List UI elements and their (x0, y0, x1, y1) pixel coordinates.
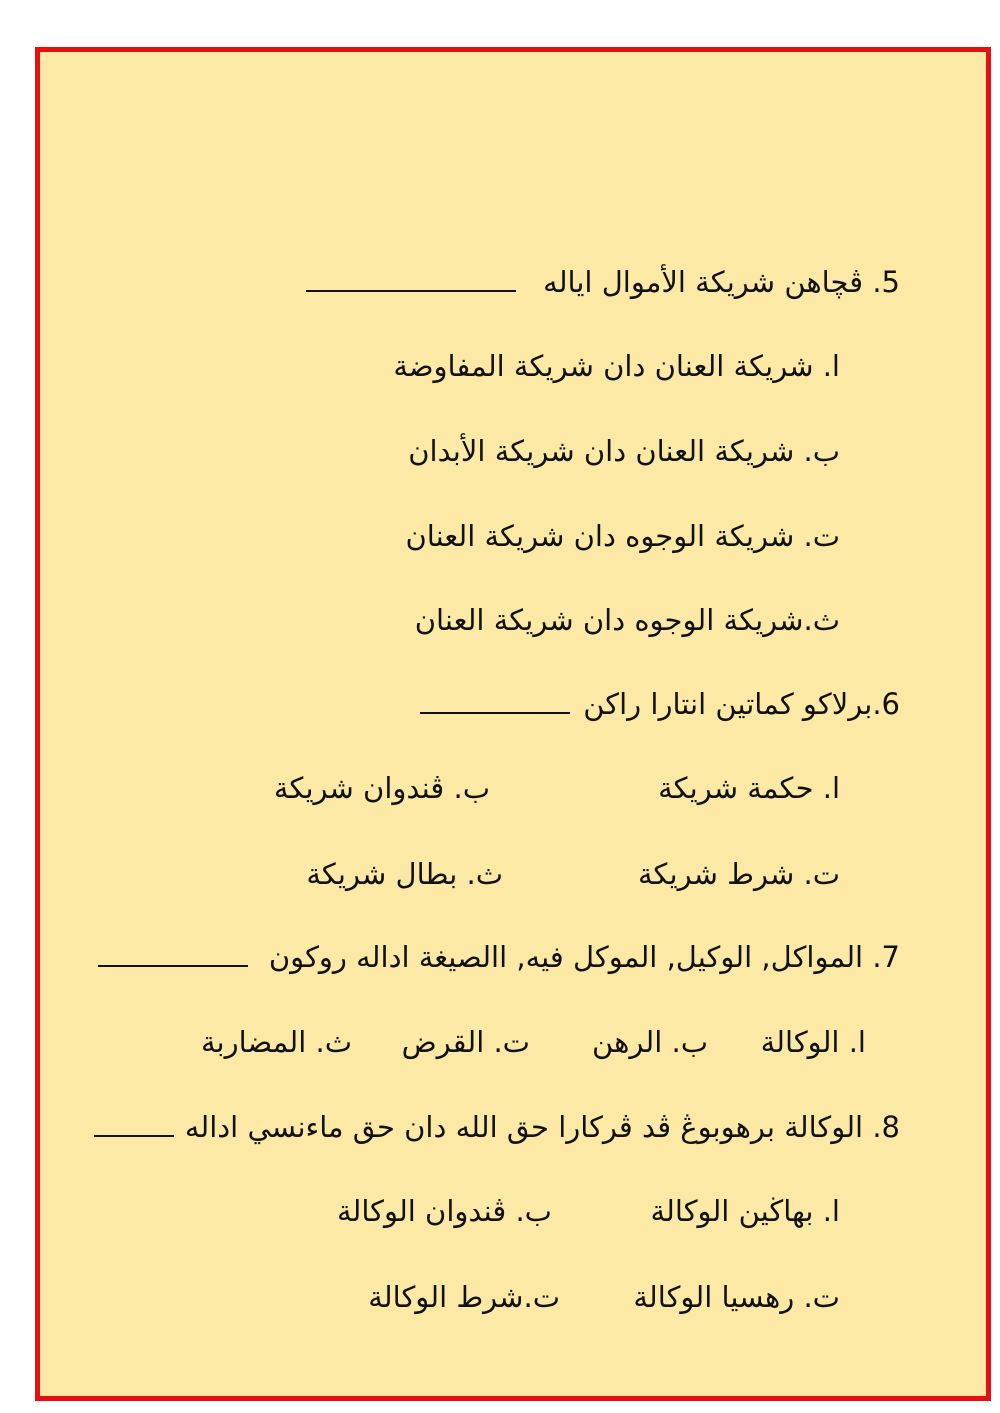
option-d[interactable]: ث. المضاربة (200, 1025, 352, 1059)
question-5 (306, 262, 900, 302)
answer-blank[interactable] (420, 686, 570, 714)
question-7 (98, 937, 900, 977)
question-stem: 5. ڤچاهن شريكة الأموال اياله (543, 265, 900, 299)
option-a[interactable]: ا. بهاڬين الوكالة (650, 1194, 840, 1228)
option-c[interactable]: ت. شرط شريكة (637, 857, 840, 891)
option-c[interactable]: ت. القرض (401, 1025, 530, 1059)
option-b[interactable]: ب. ڤندوان الوكالة (336, 1194, 552, 1228)
option-a[interactable]: ا. حكمة شريكة (658, 771, 840, 805)
option-a[interactable]: ا. شريكة العنان دان شريكة المفاوضة (393, 349, 840, 383)
option-b[interactable]: ب. الرهن (592, 1025, 708, 1059)
option-d[interactable]: ت.شرط الوكالة (368, 1280, 560, 1314)
option-d[interactable]: ث.شريكة الوجوه دان شريكة العنان (414, 603, 840, 637)
option-b[interactable]: ب. ڤندوان شريكة (273, 771, 490, 805)
option-c[interactable]: ت. رهسيا الوكالة (633, 1280, 840, 1314)
option-c[interactable]: ت. شريكة الوجوه دان شريكة العنان (405, 519, 840, 553)
answer-blank[interactable] (94, 1109, 174, 1137)
question-stem: 8. الوكالة برهوبوڠ ڤد ڤركارا حق الله دان حق ماءنسي اداله (184, 1110, 900, 1144)
question-stem: 6.برلاكو كماتين انتارا راکن (583, 687, 900, 721)
question-stem: 7. المواكل, الوكيل, الموكل فيه, االصيغة اداله روكون (268, 940, 900, 974)
answer-blank[interactable] (98, 939, 248, 967)
option-a[interactable]: ا. الوكالة (760, 1025, 866, 1059)
question-6 (420, 684, 900, 724)
option-d[interactable]: ث. بطال شريكة (306, 857, 503, 891)
answer-blank[interactable] (306, 264, 516, 292)
question-8 (94, 1107, 900, 1147)
option-b[interactable]: ب. شريكة العنان دان شريكة الأبدان (408, 434, 840, 468)
